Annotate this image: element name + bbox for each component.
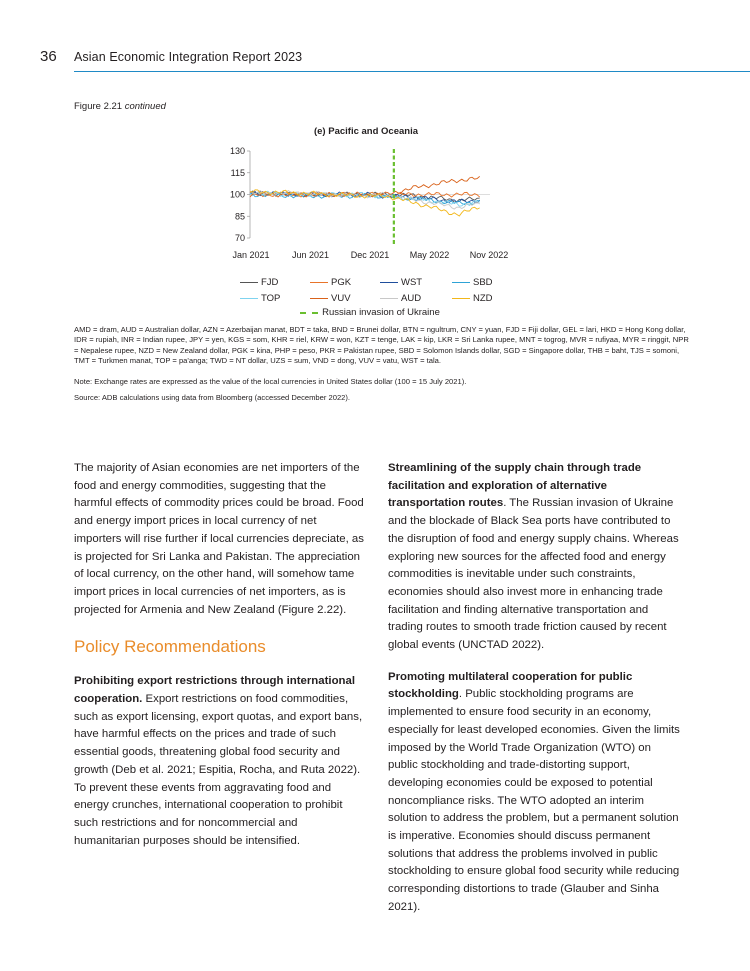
legend-item-nzd [452, 291, 512, 305]
figure-number: Figure 2.21 [74, 101, 123, 112]
left-column [74, 460, 366, 850]
left-paragraph-2 [74, 673, 366, 850]
legend-item-top [240, 291, 310, 305]
section-heading: Policy Recommendations [74, 637, 266, 657]
right-paragraph-1 [388, 460, 680, 655]
legend-label: WST [401, 276, 423, 288]
legend-swatch [310, 282, 328, 283]
figure-label [74, 101, 166, 112]
y-tick-label: 100 [229, 189, 245, 200]
figure-note: Note: Exchange rates are expressed as the value of the local currencies in United States dollar (100 = 15 July 2021). [74, 377, 467, 386]
x-tick-label: Jun 2021 [291, 250, 330, 260]
legend-swatch [240, 282, 258, 283]
right-paragraph-2-text: . Public stockholding programs are implemented to ensure food security in an economy, especially for least developed economies. Given the limits imposed by the World Trade Organization (WTO) on public stockholding and trade-distorting support, developing economies could be exposed to potential noncompliance risks. The WTO adopted an interim solution to address the problem, but a permanent solution is imperative. Economies should discuss permanent solutions that address the problems involved in public stockholding to ensure global food security while reducing corresponding distortions to trade (Glauber and Sinha 2021). [388, 688, 680, 913]
header-rule [74, 71, 750, 72]
legend-label: AUD [401, 292, 422, 304]
abbreviations: AMD = dram, AUD = Australian dollar, AZN = Azerbaijan manat, BDT = taka, BND = Brunei dollar, BTN = ngultrum, CNY = yuan, FJD = Fiji dollar, GEL = lari, HKD = Hong Kong dollar, IDR = rupiah, INR = Indian rupee, JPY = yen, KGS = som, KHR = riel, KRW = won, KZT = tenge, LAK = kip, LKR = Sri Lanka rupee, MNT = togrog, MVR = rufiyaa, MYR = ringgit, NPR = Nepalese rupee, NZD = New Zealand dollar, PGK = kina, PHP = peso, PKR = Pakistan rupee, SBD = Solomon Islands dollar, SGD = Singapore dollar, THB = baht, TJS = somoni, TMT = Turkmen manat, TOP = pa'anga; TWD = NT dollar, UZS = sum, VND = dong, VUV = vatu, WST = tala. [74, 325, 689, 365]
left-paragraph-2-text: Export restrictions on food commodities, such as export licensing, export quotas, and export bans, have harmful effects on the prices and trade of such essential goods, threatening global food security and growth (Deb et al. 2021; Espitia, Rocha, and Ruta 2022). To prevent these events from aggravating food and energy crunches, international cooperation to prohibit such restrictions and for noncommercial and humanitarian purposes should be intensified. [74, 693, 363, 847]
x-tick-label: May 2022 [409, 250, 450, 260]
x-tick-label: Nov 2022 [469, 250, 509, 260]
legend-label: SBD [473, 276, 493, 288]
legend-grid [230, 275, 530, 305]
right-paragraph-1-text: . The Russian invasion of Ukraine and the blockade of Black Sea ports have contributed to the disruption of food and energy supply chains. Whereas exploring new sources for the affected food and energy commodities is inevitable under such constraints, economies should also invest more in enhancing trade facilitation and finding alternative transportation and trading routes to smooth trade friction caused by recent global events (UNCTAD 2022). [388, 497, 679, 652]
y-tick-label: 70 [234, 233, 245, 243]
chart-title: (e) Pacific and Oceania [313, 126, 419, 137]
legend-event-label: Russian invasion of Ukraine [322, 307, 440, 318]
legend-item-sbd [452, 275, 512, 289]
legend-item-fjd [240, 275, 310, 289]
legend-label: TOP [261, 292, 281, 304]
legend-event-swatch [300, 312, 318, 314]
legend-item-aud [380, 291, 452, 305]
y-tick-label: 115 [230, 167, 245, 178]
legend-swatch [452, 282, 470, 283]
page-number: 36 [40, 48, 57, 65]
legend-swatch [310, 298, 328, 299]
x-tick-label: Dec 2021 [350, 250, 390, 260]
chart-legend [230, 275, 530, 318]
legend-label: NZD [473, 292, 493, 304]
right-paragraph-2 [388, 669, 680, 917]
legend-item-vuv [310, 291, 380, 305]
legend-swatch [380, 282, 398, 283]
legend-item-pgk [310, 275, 380, 289]
legend-label: FJD [261, 276, 279, 288]
legend-swatch [240, 298, 258, 299]
legend-swatch [452, 298, 470, 299]
page-header [0, 44, 750, 74]
figure-source: Source: ADB calculations using data from Bloomberg (accessed December 2022). [74, 393, 351, 402]
left-paragraph-1: The majority of Asian economies are net importers of the food and energy commodities, suggesting that the harmful effects of commodity prices could be broad. Food and energy import prices in local currency of net importers will rise further if local currencies depreciate, as is projected for Sri Lanka and Pakistan. The appreciation of local currency, on the other hand, will somehow tame import prices in local currencies of net importers, as is projected for Armenia and New Zealand (Figure 2.22). [74, 462, 364, 616]
x-tick-label: Jan 2021 [232, 250, 270, 260]
figure-continued: continued [124, 101, 166, 112]
y-tick-label: 85 [234, 211, 245, 222]
legend-swatch [380, 298, 398, 299]
right-column [388, 460, 680, 917]
left-paragraph-2-lead: Prohibiting export restrictions through international cooperation. [74, 675, 355, 706]
legend-item-wst [380, 275, 452, 289]
legend-label: VUV [331, 292, 351, 304]
y-tick-label: 130 [229, 146, 245, 156]
right-paragraph-2-lead: Promoting multilateral cooperation for public stockholding [388, 670, 633, 701]
legend-event [230, 307, 510, 318]
right-paragraph-1-lead: Streamlining of the supply chain through trade facilitation and exploration of alternative transportation routes [388, 462, 642, 510]
running-title: Asian Economic Integration Report 2023 [74, 50, 303, 64]
legend-label: PGK [331, 276, 352, 288]
line-chart [220, 123, 520, 273]
